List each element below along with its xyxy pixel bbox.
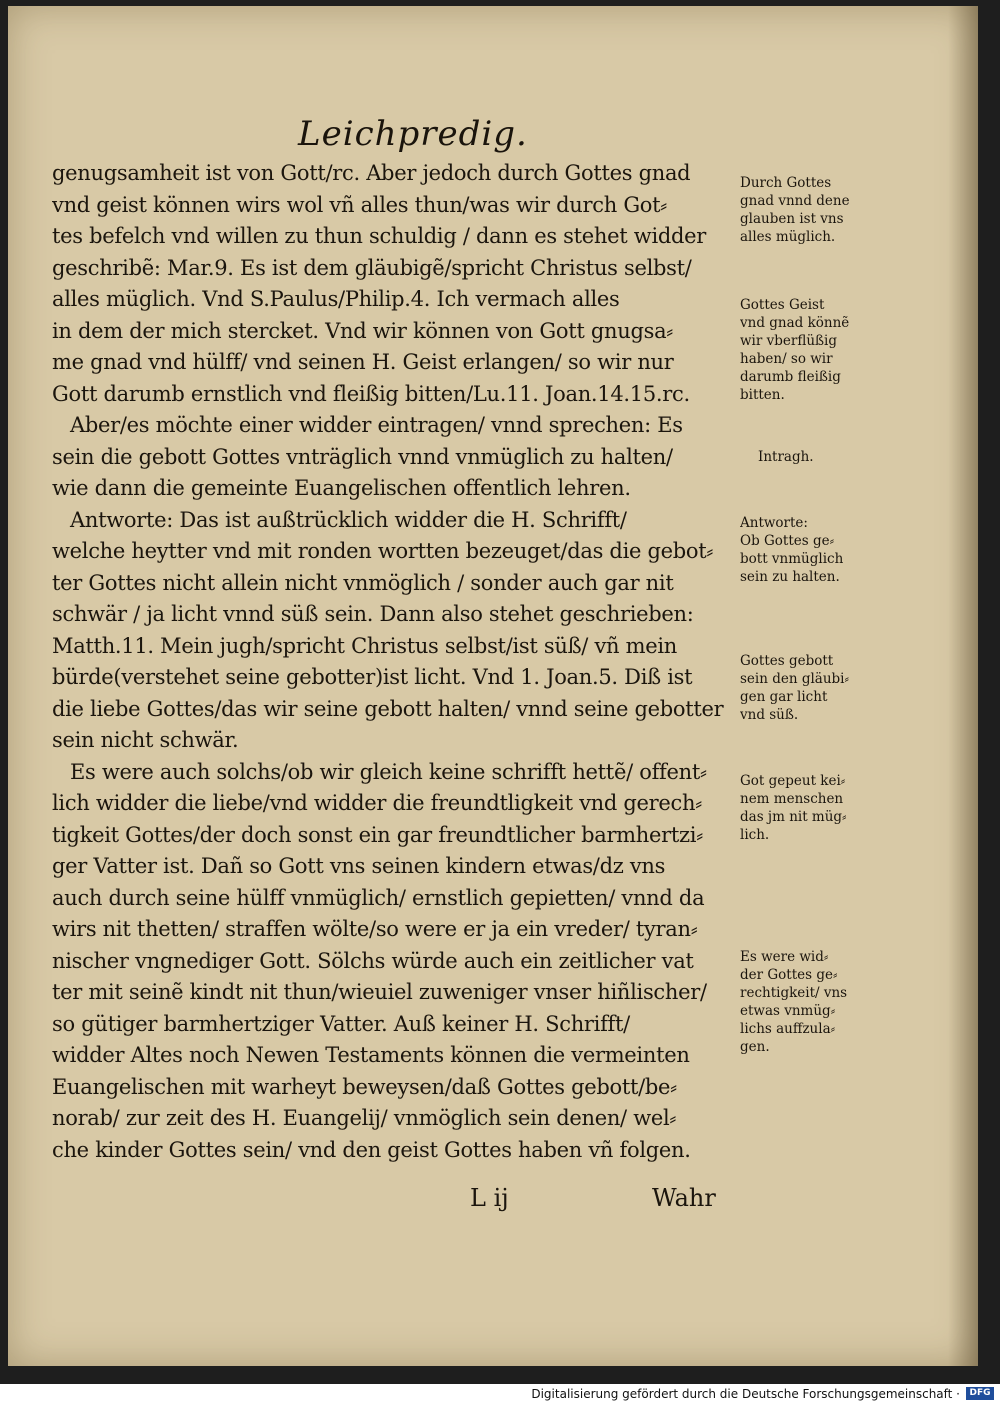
margin-note-line: glauben ist vns — [740, 211, 844, 227]
text-line: genugsamheit ist von Gott/rc. Aber jedoch durch Gottes gnad — [52, 161, 691, 185]
margin-note-line: sein den gläubi⸗ — [740, 671, 849, 687]
text-line: norab/ zur zeit des H. Euangelij/ vnmöglich sein denen/ wel⸗ — [52, 1106, 677, 1130]
text-line: Es were auch solchs/ob wir gleich keine schrifft hettẽ/ offent⸗ — [70, 759, 707, 784]
margin-note-line: bott vnmüglich — [740, 551, 844, 567]
margin-note-line: Ob Gottes ge⸗ — [740, 533, 835, 549]
margin-note-line: lich. — [740, 827, 770, 843]
margin-note-line: alles müglich. — [740, 229, 836, 245]
margin-note-line: gen. — [740, 1039, 770, 1055]
text-line: ger Vatter ist. Dañ so Gott vns seinen kindern etwas/dz vns — [52, 854, 666, 878]
margin-note-line: Durch Gottes — [740, 175, 832, 191]
margin-note-line: Antworte: — [740, 515, 808, 531]
text-line: tes befelch vnd willen zu thun schuldig / dann es stehet widder — [52, 224, 707, 248]
text-line: so gütiger barmhertziger Vatter. Auß keiner H. Schrifft/ — [52, 1011, 630, 1036]
margin-note-line: haben/ so wir — [740, 351, 833, 367]
text-line: schwär / ja licht vnnd süß sein. Dann also stehet geschrieben: — [52, 602, 694, 626]
running-head: Leichpredig. — [298, 114, 528, 154]
margin-note-line: das jm nit müg⸗ — [740, 809, 847, 825]
margin-note-line: vnd gnad könnẽ — [740, 315, 850, 331]
text-line: ter mit seinẽ kindt nit thun/wieuiel zuweniger vnser hiñlischer/ — [52, 980, 707, 1004]
margin-note-line: bitten. — [740, 387, 785, 403]
text-line: ter Gottes nicht allein nicht vnmöglich / sonder auch gar nit — [52, 570, 674, 595]
text-line: widder Altes noch Newen Testaments können die vermeinten — [52, 1043, 690, 1067]
margin-note-line: nem menschen — [740, 791, 844, 807]
margin-note-line: Got gepeut kei⸗ — [740, 773, 846, 789]
margin-note — [758, 448, 906, 466]
margin-note-line: der Gottes ge⸗ — [740, 967, 838, 983]
margin-note-line: darumb fleißig — [740, 369, 841, 385]
text-line: nischer vngnediger Gott. Sölchs würde auch ein zeitlicher vat — [52, 948, 694, 973]
text-line: me gnad vnd hülff/ vnd seinen H. Geist erlangen/ so wir nur — [52, 350, 674, 374]
text-line: welche heytter vnd mit ronden wortten bezeuget/das die gebot⸗ — [52, 539, 714, 563]
margin-note — [740, 514, 888, 586]
dfg-logo: DFG — [966, 1387, 994, 1400]
margin-note-line: sein zu halten. — [740, 569, 840, 585]
text-line: Euangelischen mit warheyt beweysen/daß Gottes gebott/be⸗ — [52, 1074, 677, 1099]
margin-note — [740, 772, 888, 844]
text-line: che kinder Gottes sein/ vnd den geist Gottes haben vñ folgen. — [52, 1137, 691, 1162]
main-text-block — [52, 158, 742, 1166]
margin-note-line: gen gar licht — [740, 689, 828, 705]
margin-note — [740, 948, 888, 1056]
text-line: lich widder die liebe/vnd widder die freundtligkeit vnd gerech⸗ — [52, 791, 702, 815]
text-line: auch durch seine hülff vnmüglich/ ernstlich gepietten/ vnnd da — [52, 885, 705, 910]
book-page — [8, 6, 978, 1366]
margin-note-line: Intragh. — [758, 449, 814, 465]
margin-note-line: rechtigkeit/ vns — [740, 985, 848, 1001]
margin-note-line: gnad vnnd dene — [740, 193, 850, 209]
catchword: Wahr — [652, 1184, 716, 1212]
text-line: geschribẽ: Mar.9. Es ist dem gläubigẽ/spricht Christus selbst/ — [52, 255, 692, 280]
margin-note-line: Gottes Geist — [740, 297, 825, 313]
margin-note — [740, 174, 888, 246]
margin-note-line: vnd süß. — [740, 707, 799, 723]
text-line: sein die gebott Gottes vnträglich vnnd vnmüglich zu halten/ — [52, 444, 673, 469]
signature-mark: L ij — [470, 1184, 509, 1212]
margin-note-line: etwas vnmüg⸗ — [740, 1003, 836, 1019]
footer-bar — [0, 1384, 1000, 1404]
text-line: in dem der mich stercket. Vnd wir können von Gott gnugsa⸗ — [52, 318, 674, 343]
margin-note-line: Es were wid⸗ — [740, 949, 829, 965]
text-line: wie dann die gemeinte Euangelischen offentlich lehren. — [52, 476, 631, 500]
margin-note — [740, 652, 888, 724]
funding-notice: Digitalisierung gefördert durch die Deutsche Forschungsgemeinschaft · — [531, 1387, 960, 1401]
margin-note — [740, 296, 888, 404]
text-line: die liebe Gottes/das wir seine gebott halten/ vnnd seine gebotter — [52, 696, 724, 721]
text-line: Gott darumb ernstlich vnd fleißig bitten/Lu.11. Joan.14.15.rc. — [52, 381, 690, 406]
text-line: bürde(verstehet seine gebotter)ist licht. Vnd 1. Joan.5. Diß ist — [52, 665, 693, 689]
margin-note-line: wir vberflüßig — [740, 333, 838, 349]
text-line: tigkeit Gottes/der doch sonst ein gar freundtlicher barmhertzi⸗ — [52, 822, 703, 847]
text-line: Antworte: Das ist außtrücklich widder die H. Schrifft/ — [70, 507, 627, 532]
text-line: Aber/es möchte einer widder eintragen/ vnnd sprechen: Es — [70, 413, 683, 437]
text-line: wirs nit thetten/ straffen wölte/so were er ja ein vreder/ tyran⸗ — [52, 917, 698, 941]
page-edge-shadow — [948, 6, 978, 1366]
margin-note-line: Gottes gebott — [740, 653, 834, 669]
text-line: alles müglich. Vnd S.Paulus/Philip.4. Ich vermach alles — [52, 287, 620, 311]
text-line: vnd geist können wirs wol vñ alles thun/was wir durch Got⸗ — [52, 192, 667, 217]
text-line: sein nicht schwär. — [52, 728, 239, 752]
text-line: Matth.11. Mein jugh/spricht Christus selbst/ist süß/ vñ mein — [52, 633, 678, 658]
margin-note-line: lichs auffzula⸗ — [740, 1021, 836, 1037]
